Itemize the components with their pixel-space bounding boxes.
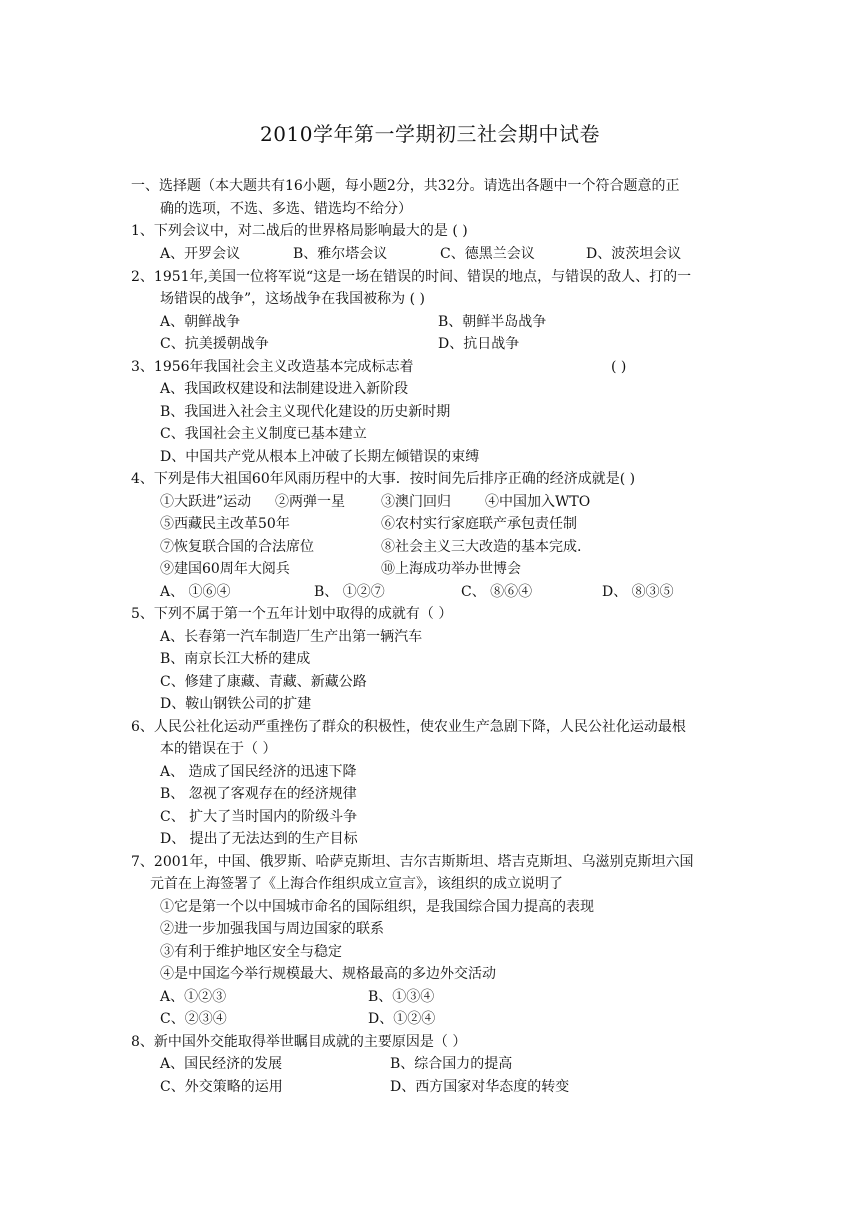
question-6-option-d: D、 提出了无法达到的生产目标: [160, 831, 358, 847]
question-7-stem: 7、2001年，中国、俄罗斯、哈萨克斯坦、吉尔吉斯斯坦、塔吉克斯坦、乌滋别克斯坦六国: [131, 854, 694, 870]
section-instruction: 一、选择题（本大题共有16小题，每小题2分，共32分。请选出各题中一个符合题意的正: [131, 178, 680, 194]
question-3-stem: 3、1956年我国社会主义改造基本完成标志着: [131, 359, 414, 375]
question-4-item-1: ①大跃进”运动: [160, 494, 252, 510]
question-7-item-3: ③有利于维护地区安全与稳定: [160, 944, 342, 960]
question-2-option-d: D、抗日战争: [438, 336, 520, 352]
question-4-item-10: ⑩上海成功举办世博会: [381, 561, 521, 577]
question-3-option-c: C、我国社会主义制度已基本建立: [160, 426, 367, 442]
question-4-item-2: ②两弹一星: [275, 494, 345, 510]
question-3-option-b: B、我国进入社会主义现代化建设的历史新时期: [160, 404, 451, 420]
question-4-option-a: A、 ①⑥④: [160, 584, 231, 600]
question-3-option-a: A、我国政权建设和法制建设进入新阶段: [160, 381, 409, 397]
question-8-option-d: D、西方国家对华态度的转变: [390, 1079, 570, 1095]
question-7-item-1: ①它是第一个以中国城市命名的国际组织，是我国综合国力提高的表现: [160, 899, 594, 915]
question-4-item-6: ⑥农村实行家庭联产承包责任制: [381, 516, 577, 532]
question-4-option-c: C、 ⑧⑥④: [461, 584, 533, 600]
question-5-stem: 5、下列不属于第一个五年计划中取得的成就有（ ）: [131, 606, 453, 622]
question-5-option-d: D、鞍山钢铁公司的扩建: [160, 696, 312, 712]
question-7-option-d: D、①②④: [368, 1011, 436, 1027]
question-1-stem: 1、下列会议中，对二战后的世界格局影响最大的是 ( ): [131, 223, 468, 239]
question-4-item-4: ④中国加入WTO: [485, 494, 591, 510]
question-8-option-b: B、综合国力的提高: [390, 1056, 513, 1072]
page-title: 2010学年第一学期初三社会期中试卷: [260, 122, 600, 146]
question-4-option-b: B、 ①②⑦: [314, 584, 385, 600]
question-6-stem: 6、人民公社化运动严重挫伤了群众的积极性，使农业生产急剧下降，人民公社化运动最根: [131, 719, 686, 735]
question-7-option-c: C、②③④: [160, 1011, 227, 1027]
question-4-item-7: ⑦恢复联合国的合法席位: [160, 539, 314, 555]
question-3-answer-blank: ( ): [611, 359, 627, 375]
question-2-stem-cont: 场错误的战争”，这场战争在我国被称为 ( ): [160, 291, 425, 307]
section-instruction-cont: 确的选项，不选、多选、错选均不给分）: [160, 201, 412, 217]
question-4-item-8: ⑧社会主义三大改造的基本完成.: [381, 539, 582, 555]
question-2-option-c: C、抗美援朝战争: [160, 336, 269, 352]
question-2-option-b: B、朝鲜半岛战争: [438, 314, 547, 330]
question-4-item-9: ⑨建国60周年大阅兵: [160, 561, 290, 577]
question-5-option-b: B、南京长江大桥的建成: [160, 651, 311, 667]
question-6-option-b: B、 忽视了客观存在的经济规律: [160, 786, 357, 802]
question-3-option-d: D、中国共产党从根本上冲破了长期左倾错误的束缚: [160, 449, 480, 465]
question-6-stem-cont: 本的错误在于（ ）: [160, 741, 277, 757]
question-2-stem: 2、1951年,美国一位将军说“这是一场在错误的时间、错误的地点，与错误的敌人、打的一: [131, 269, 692, 285]
question-4-stem: 4、下列是伟大祖国60年风雨历程中的大事．按时间先后排序正确的经济成就是( ): [131, 471, 636, 487]
question-7-option-a: A、①②③: [160, 989, 227, 1005]
question-1-option-c: C、德黑兰会议: [440, 246, 535, 262]
question-6-option-a: A、 造成了国民经济的迅速下降: [160, 764, 357, 780]
question-4-option-d: D、 ⑧③⑤: [602, 584, 674, 600]
question-8-option-c: C、外交策略的运用: [160, 1079, 283, 1095]
question-7-option-b: B、①③④: [368, 989, 435, 1005]
question-6-option-c: C、 扩大了当时国内的阶级斗争: [160, 809, 358, 825]
question-5-option-a: A、长春第一汽车制造厂生产出第一辆汽车: [160, 629, 423, 645]
question-7-item-4: ④是中国迄今举行规模最大、规格最高的多边外交活动: [160, 966, 496, 982]
question-2-option-a: A、朝鲜战争: [160, 314, 241, 330]
question-4-item-3: ③澳门回归: [381, 494, 451, 510]
question-1-option-d: D、波茨坦会议: [586, 246, 682, 262]
question-7-item-2: ②进一步加强我国与周边国家的联系: [160, 921, 384, 937]
question-1-option-b: B、雅尔塔会议: [293, 246, 388, 262]
question-7-stem-cont: 元首在上海签署了《上海合作组织成立宣言》，该组织的成立说明了: [150, 876, 563, 892]
question-5-option-c: C、修建了康藏、青藏、新藏公路: [160, 674, 367, 690]
question-1-option-a: A、开罗会议: [160, 246, 241, 262]
question-4-item-5: ⑤西藏民主改革50年: [160, 516, 290, 532]
question-8-option-a: A、国民经济的发展: [160, 1056, 283, 1072]
question-8-stem: 8、新中国外交能取得举世瞩目成就的主要原因是（ ）: [131, 1034, 467, 1050]
